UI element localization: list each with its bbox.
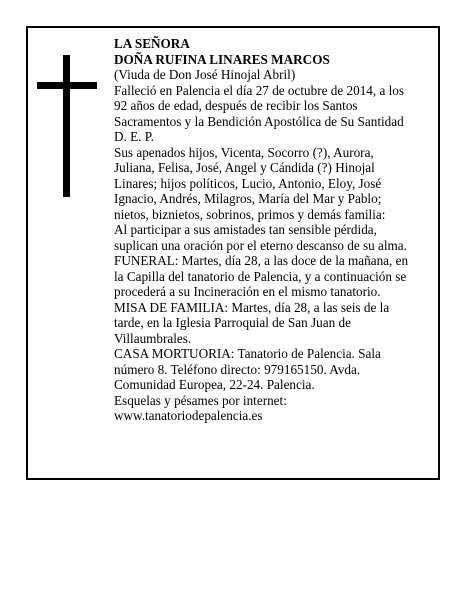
latin-cross-icon xyxy=(37,55,97,197)
widow-of-line: (Viuda de Don José Hinojal Abril) xyxy=(114,67,296,82)
deceased-name: DOÑA RUFINA LINARES MARCOS xyxy=(114,51,330,67)
family-line-3: Linares; hijos políticos, Lucio, Antonio, Eloy, José xyxy=(114,175,382,191)
death-line-2: 92 años de edad, después de recibir los Santos xyxy=(114,98,358,113)
family-line-4: Ignacio, Andrés, Milagros, María del Mar y Pablo; xyxy=(114,191,382,206)
family-line-2: Juliana, Felisa, José, Angel y Cándida (?) Hinojal xyxy=(114,160,375,175)
request-line-1: Al participar a sus amistades tan sensible pérdida, xyxy=(114,222,377,237)
obituary-text xyxy=(114,36,432,424)
family-mass-line-1: MISA DE FAMILIA: Martes, día 28, a las seis de la xyxy=(114,299,390,315)
mortuary-line-1: CASA MORTUORIA: Tanatorio de Palencia. Sala xyxy=(114,346,381,361)
mortuary-line-2: número 8. Teléfono directo: 979165150. Avda. xyxy=(114,361,361,377)
request-line-2: suplican una oración por el eterno descanso de su alma. xyxy=(114,237,407,253)
funeral-line-3: procederá a su Incineración en el mismo tanatorio. xyxy=(114,284,381,299)
mortuary-line-3: Comunidad Europea, 22-24. Palencia. xyxy=(114,377,315,392)
family-mass-line-2: tarde, en la Iglesia Parroquial de San Juan de xyxy=(114,315,351,330)
online-condolences-line: Esquelas y pésames por internet: xyxy=(114,392,287,408)
death-line-1: Falleció en Palencia el día 27 de octubre de 2014, a los xyxy=(114,82,405,98)
website-url[interactable]: www.tanatoriodepalencia.es xyxy=(114,408,263,423)
cross-vertical-bar xyxy=(63,55,70,197)
funeral-line-2: la Capilla del tanatorio de Palencia, y a continuación se xyxy=(114,268,407,284)
rip-line: D. E. P. xyxy=(114,129,154,144)
deceased-title: LA SEÑORA xyxy=(114,36,190,51)
funeral-line-1: FUNERAL: Martes, día 28, a las doce de la mañana, en xyxy=(114,253,409,268)
death-line-3: Sacramentos y la Bendición Apostólica de Su Santidad xyxy=(114,113,404,129)
cross-horizontal-bar xyxy=(37,82,97,89)
family-line-5: nietos, biznietos, sobrinos, primos y demás familia: xyxy=(114,206,386,222)
family-mass-line-3: Villaumbrales. xyxy=(114,330,192,346)
family-line-1: Sus apenados hijos, Vicenta, Socorro (?), Aurora, xyxy=(114,144,374,160)
